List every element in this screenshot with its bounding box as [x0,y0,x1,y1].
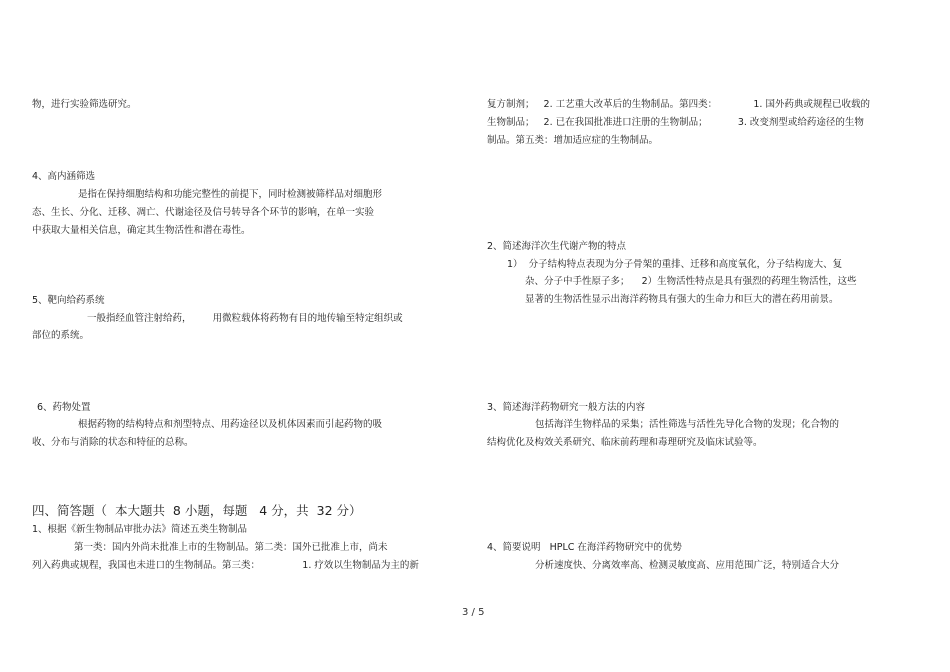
q1-continued-line-1: 复方制剂； 2. 工艺重大改革后的生物制品。第四类： 1. 国外药典或规程已收载的 [487,99,870,110]
section-5-line-1: 一般指经血管注射给药， 用微粒载体将药物有目的地传输至特定组织或 [87,313,403,324]
section-6-title: 6、药物处置 [37,402,91,413]
question-1-line-2: 列入药典或规程，我国也未进口的生物制品。第三类： 1. 疗效以生物制品为主的新 [32,560,419,571]
intro-tail-text: 物，进行实验筛选研究。 [32,99,137,110]
section-4-line-3: 中获取大量相关信息，确定其生物活性和潜在毒性。 [32,225,251,236]
question-2-line-2: 杂、分子中手性原子多； 2）生物活性特点是具有强烈的药理生物活性，这些 [525,276,857,287]
section-5-line-2: 部位的系统。 [32,330,90,341]
section-4-title: 4、高内涵筛选 [32,171,96,182]
question-4-title: 4、简要说明 HPLC 在海洋药物研究中的优势 [487,542,682,553]
question-2-title: 2、简述海洋次生代谢产物的特点 [487,241,627,252]
question-1-title: 1、根据《新生物制品审批办法》简述五类生物制品 [32,524,248,535]
section-4-line-1: 是指在保持细胞结构和功能完整性的前提下，同时检测被筛样品对细胞形 [78,189,383,200]
question-3-title: 3、简述海洋药物研究一般方法的内容 [487,402,646,413]
question-2-line-1: 1） 分子结构特点表现为分子骨架的重排、迁移和高度氧化，分子结构庞大、复 [507,259,843,270]
section-6-line-2: 收、分布与消除的状态和特征的总称。 [32,437,194,448]
q1-continued-line-3: 制品。第五类：增加适应症的生物制品。 [487,135,659,146]
section-6-line-1: 根据药物的结构特点和剂型特点、用药途径以及机体因素而引起药物的吸 [78,419,383,430]
q1-continued-line-2: 生物制品； 2. 已在我国批准进口注册的生物制品； 3. 改变剂型或给药途径的生物 [487,117,864,128]
section-4-line-2: 态、生长、分化、迁移、凋亡、代谢途径及信号转导各个环节的影响，在单一实验 [32,207,375,218]
section-5-title: 5、靶向给药系统 [32,295,105,306]
page-number: 3 / 5 [462,607,485,618]
question-3-line-1: 包括海洋生物样品的采集；活性筛选与活性先导化合物的发现；化合物的 [535,419,840,430]
question-3-line-2: 结构优化及构效关系研究、临床前药理和毒理研究及临床试验等。 [487,437,763,448]
part-4-heading: 四、简答题（ 本大题共 8 小题，每题 4 分，共 32 分） [32,503,362,518]
question-1-line-1: 第一类：国内外尚未批准上市的生物制品。第二类：国外已批准上市，尚未 [74,542,388,553]
question-2-line-3: 显著的生物活性显示出海洋药物具有强大的生命力和巨大的潜在药用前景。 [525,294,839,305]
question-4-line-1: 分析速度快、分离效率高、检测灵敏度高、应用范围广泛，特别适合大分 [535,560,840,571]
